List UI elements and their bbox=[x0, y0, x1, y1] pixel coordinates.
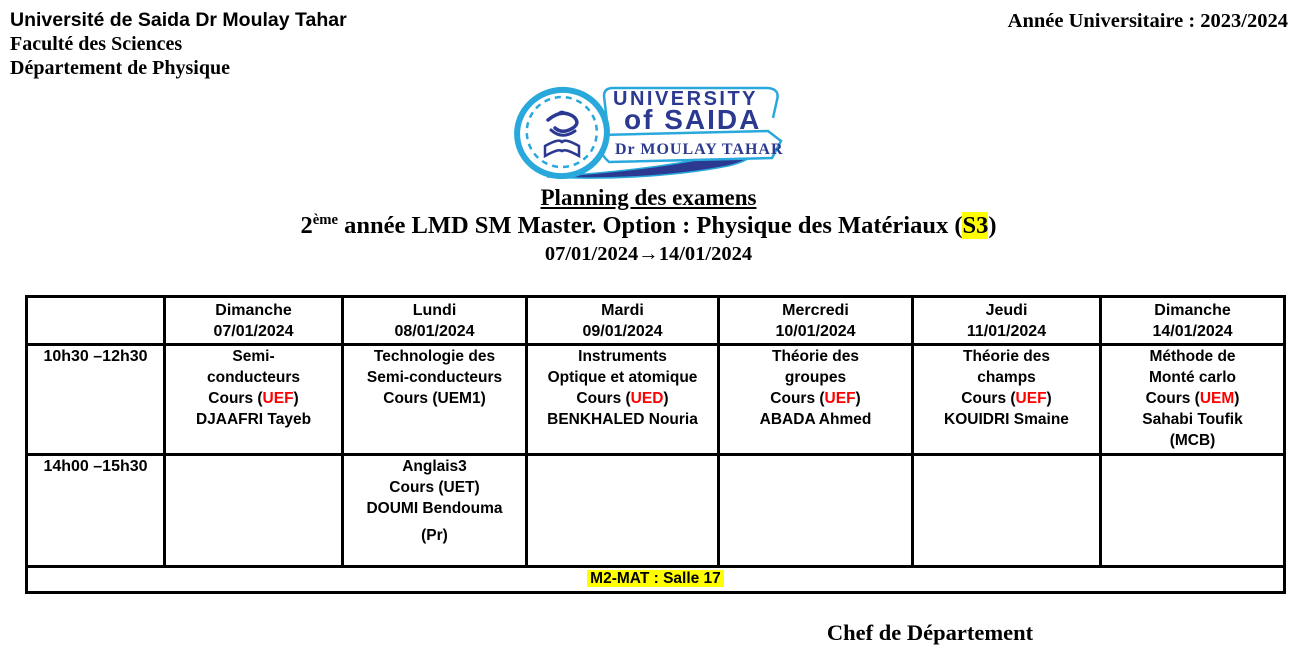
day-header: Mardi 09/01/2024 bbox=[527, 297, 719, 345]
day-header: Jeudi 11/01/2024 bbox=[913, 297, 1101, 345]
day-header: Dimanche 14/01/2024 bbox=[1101, 297, 1285, 345]
day-header: Dimanche 07/01/2024 bbox=[165, 297, 343, 345]
exam-table-wrapper bbox=[25, 295, 1286, 594]
exam-cell bbox=[1101, 455, 1285, 567]
logo-text-of-saida: of SAIDA bbox=[624, 104, 762, 135]
room-label: M2-MAT : Salle 17 bbox=[587, 570, 724, 587]
subtitle-part1: 2 bbox=[300, 212, 313, 240]
day-header: Mercredi 10/01/2024 bbox=[719, 297, 913, 345]
time-slot: 14h00 –15h30 bbox=[27, 455, 165, 567]
title-block bbox=[0, 185, 1297, 266]
subtitle-part2: année LMD SM Master. Option : Physique des Matériaux ( bbox=[337, 212, 963, 240]
academic-year: Année Universitaire : 2023/2024 bbox=[1007, 10, 1288, 32]
schedule-row bbox=[27, 345, 1285, 455]
exam-table-head-row bbox=[27, 297, 1285, 345]
institution-block bbox=[10, 8, 347, 80]
logo-text-university: UNIVERSITY bbox=[613, 88, 759, 110]
room-cell bbox=[27, 567, 1285, 593]
exam-cell: Semi- conducteurs Cours (UEF) DJAAFRI Tayeb bbox=[165, 345, 343, 455]
logo-text-dr-moulay-tahar: Dr MOULAY TAHAR bbox=[615, 141, 784, 158]
subtitle-part3: ) bbox=[988, 212, 997, 240]
room-row bbox=[27, 567, 1285, 593]
faculty-name: Faculté des Sciences bbox=[10, 33, 183, 55]
page-subtitle bbox=[0, 212, 1297, 240]
exam-cell bbox=[527, 455, 719, 567]
page-title: Planning des examens bbox=[540, 185, 757, 210]
subtitle-superscript: ème bbox=[312, 212, 338, 228]
signature-title: Chef de Département bbox=[826, 620, 1034, 645]
logo-seal bbox=[512, 84, 615, 182]
university-logo bbox=[512, 84, 792, 187]
time-slot: 10h30 –12h30 bbox=[27, 345, 165, 455]
exam-cell: Théorie des champs Cours (UEF) KOUIDRI Smaine bbox=[913, 345, 1101, 455]
exam-cell bbox=[913, 455, 1101, 567]
exam-cell: Technologie des Semi-conducteurs Cours (UEM1) bbox=[343, 345, 527, 455]
exam-cell: Théorie des groupes Cours (UEF) ABADA Ahmed bbox=[719, 345, 913, 455]
exam-date-range: 07/01/2024→14/01/2024 bbox=[544, 243, 753, 266]
exam-table-body bbox=[27, 345, 1285, 593]
corner-cell bbox=[27, 297, 165, 345]
exam-cell bbox=[719, 455, 913, 567]
day-header: Lundi 08/01/2024 bbox=[343, 297, 527, 345]
exam-cell: Instruments Optique et atomique Cours (UED) BENKHALED Nouria bbox=[527, 345, 719, 455]
exam-cell bbox=[165, 455, 343, 567]
university-name: Université de Saida Dr Moulay Tahar bbox=[10, 9, 347, 31]
exam-cell: Anglais3 Cours (UET) DOUMI Bendouma (Pr) bbox=[343, 455, 527, 567]
semester-highlight: S3 bbox=[962, 212, 989, 240]
exam-table bbox=[25, 295, 1286, 594]
department-name: Département de Physique bbox=[10, 57, 230, 79]
exam-cell: Méthode de Monté carlo Cours (UEM) Sahabi Toufik (MCB) bbox=[1101, 345, 1285, 455]
university-logo-graphic bbox=[512, 84, 792, 182]
schedule-row bbox=[27, 455, 1285, 567]
